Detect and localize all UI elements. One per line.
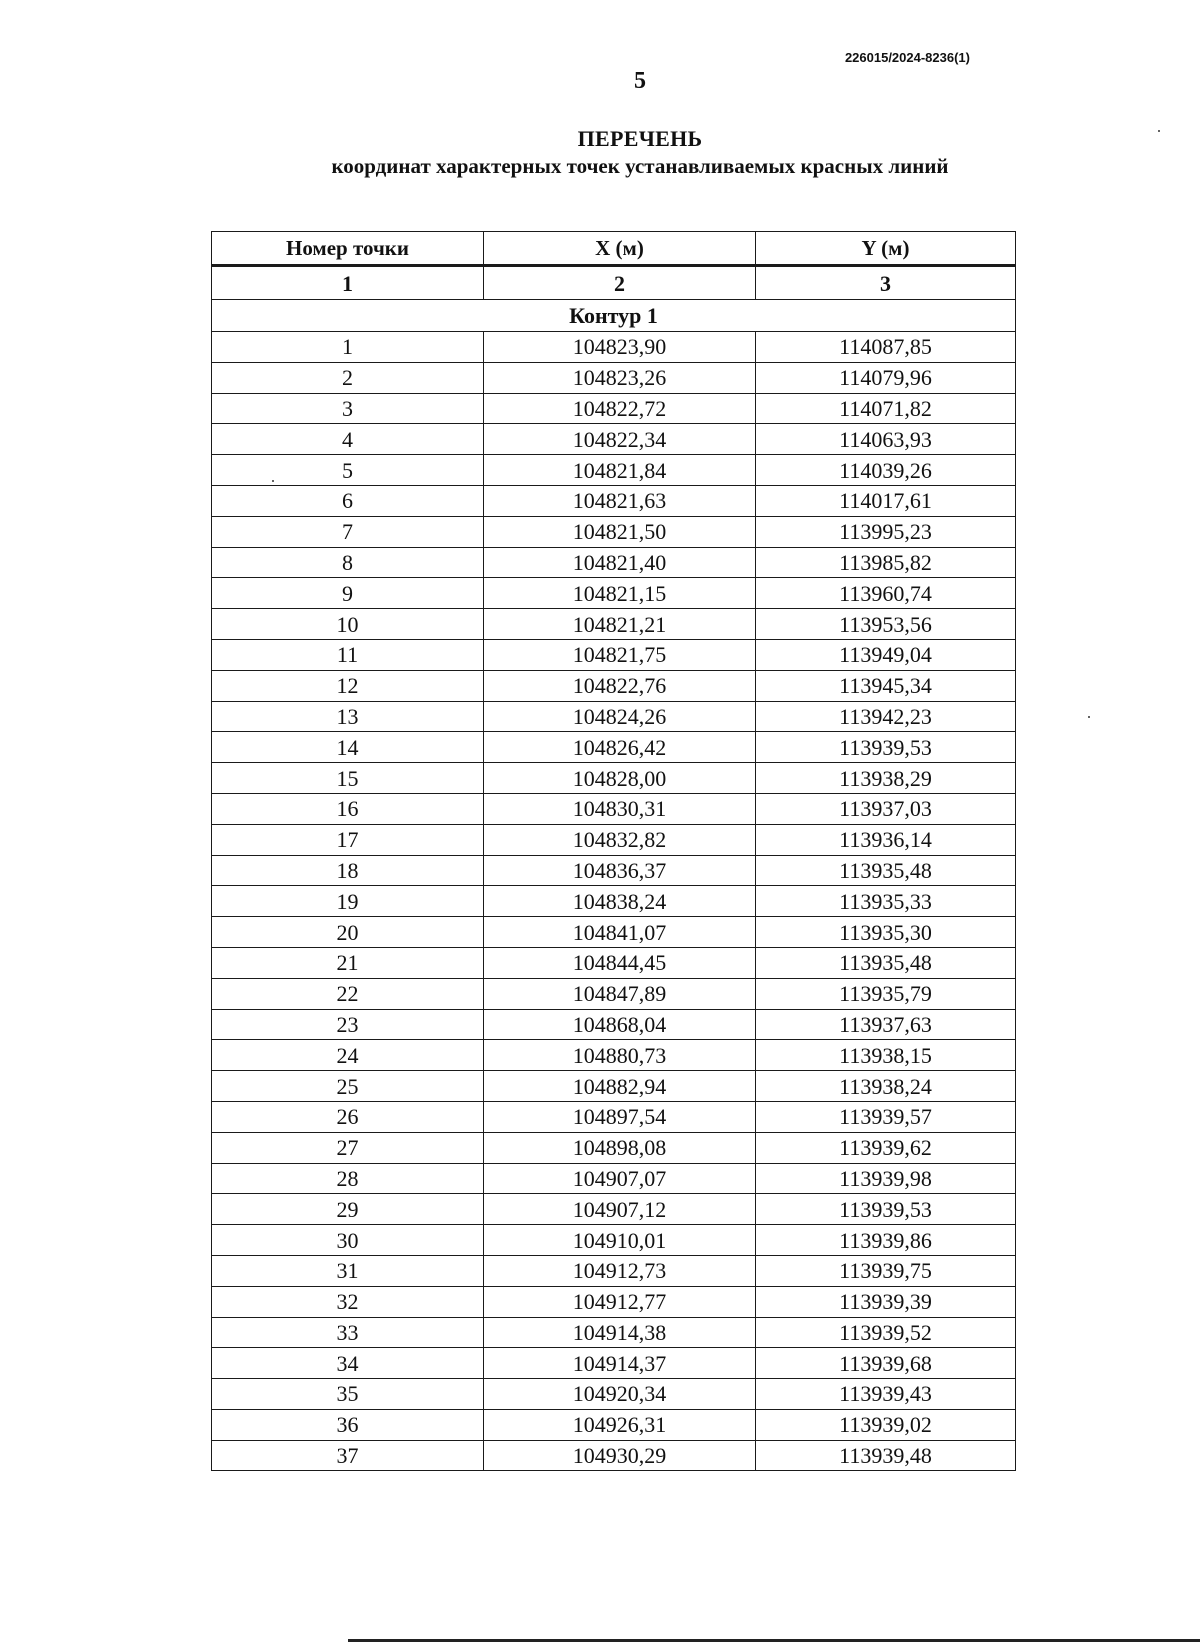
table-row [212,393,1016,424]
table-row [212,1225,1016,1256]
scan-speck [272,480,274,482]
y-coordinate-cell: 114071,82 [756,393,1016,424]
table-row [212,824,1016,855]
point-number-cell: 14 [212,732,484,763]
x-coordinate-cell: 104822,34 [484,424,756,455]
point-number-cell: 32 [212,1286,484,1317]
table-row [212,547,1016,578]
point-number-cell: 13 [212,701,484,732]
x-coordinate-cell: 104847,89 [484,978,756,1009]
document-title: ПЕРЕЧЕНЬ [577,126,703,151]
point-number-cell: 34 [212,1348,484,1379]
table-row [212,362,1016,393]
table-row [212,947,1016,978]
y-coordinate-cell: 114039,26 [756,455,1016,486]
point-number-cell: 7 [212,516,484,547]
table-row [212,1255,1016,1286]
y-coordinate-cell: 113938,29 [756,763,1016,794]
y-coordinate-cell: 113949,04 [756,639,1016,670]
column-header-y: Y (м) [756,232,1016,266]
point-number-cell: 30 [212,1225,484,1256]
point-number-cell: 15 [212,763,484,794]
x-coordinate-cell: 104826,42 [484,732,756,763]
point-number-cell: 5 [212,455,484,486]
table-row [212,578,1016,609]
y-coordinate-cell: 113935,33 [756,886,1016,917]
point-number-cell: 9 [212,578,484,609]
table-row [212,1440,1016,1471]
table-row [212,917,1016,948]
column-number: 1 [212,266,484,300]
x-coordinate-cell: 104930,29 [484,1440,756,1471]
y-coordinate-cell: 113937,63 [756,1009,1016,1040]
table-row [212,1286,1016,1317]
point-number-cell: 33 [212,1317,484,1348]
x-coordinate-cell: 104841,07 [484,917,756,948]
point-number-cell: 28 [212,1163,484,1194]
table-row [212,1132,1016,1163]
table-row [212,1317,1016,1348]
point-number-cell: 1 [212,332,484,363]
x-coordinate-cell: 104910,01 [484,1225,756,1256]
point-number-cell: 4 [212,424,484,455]
y-coordinate-cell: 113985,82 [756,547,1016,578]
column-number: 3 [756,266,1016,300]
y-coordinate-cell: 113953,56 [756,609,1016,640]
x-coordinate-cell: 104821,15 [484,578,756,609]
y-coordinate-cell: 113937,03 [756,793,1016,824]
x-coordinate-cell: 104832,82 [484,824,756,855]
x-coordinate-cell: 104907,12 [484,1194,756,1225]
x-coordinate-cell: 104912,73 [484,1255,756,1286]
x-coordinate-cell: 104844,45 [484,947,756,978]
column-header-x: X (м) [484,232,756,266]
point-number-cell: 25 [212,1071,484,1102]
point-number-cell: 26 [212,1101,484,1132]
point-number-cell: 29 [212,1194,484,1225]
x-coordinate-cell: 104898,08 [484,1132,756,1163]
point-number-cell: 31 [212,1255,484,1286]
point-number-cell: 18 [212,855,484,886]
table-row [212,763,1016,794]
y-coordinate-cell: 114079,96 [756,362,1016,393]
y-coordinate-cell: 113939,52 [756,1317,1016,1348]
y-coordinate-cell: 113939,53 [756,1194,1016,1225]
table-row [212,1009,1016,1040]
y-coordinate-cell: 113939,57 [756,1101,1016,1132]
table-row [212,1194,1016,1225]
contour-row [212,300,1016,332]
y-coordinate-cell: 113935,79 [756,978,1016,1009]
column-number: 2 [484,266,756,300]
x-coordinate-cell: 104821,63 [484,485,756,516]
y-coordinate-cell: 113935,30 [756,917,1016,948]
document-id: 226015/2024-8236(1) [844,50,970,65]
point-number-cell: 2 [212,362,484,393]
document-subtitle: координат характерных точек устанавливаемых красных линий [331,154,949,178]
table-row [212,886,1016,917]
table-row [212,1379,1016,1410]
x-coordinate-cell: 104821,21 [484,609,756,640]
y-coordinate-cell: 113939,62 [756,1132,1016,1163]
table-row [212,485,1016,516]
table-row [212,516,1016,547]
x-coordinate-cell: 104821,40 [484,547,756,578]
x-coordinate-cell: 104821,75 [484,639,756,670]
x-coordinate-cell: 104914,37 [484,1348,756,1379]
point-number-cell: 36 [212,1409,484,1440]
x-coordinate-cell: 104830,31 [484,793,756,824]
y-coordinate-cell: 113945,34 [756,670,1016,701]
y-coordinate-cell: 113939,86 [756,1225,1016,1256]
y-coordinate-cell: 113939,02 [756,1409,1016,1440]
table-row [212,793,1016,824]
x-coordinate-cell: 104828,00 [484,763,756,794]
x-coordinate-cell: 104823,90 [484,332,756,363]
point-number-cell: 19 [212,886,484,917]
table-row [212,701,1016,732]
table-row [212,639,1016,670]
y-coordinate-cell: 113939,75 [756,1255,1016,1286]
y-coordinate-cell: 113935,48 [756,947,1016,978]
x-coordinate-cell: 104882,94 [484,1071,756,1102]
y-coordinate-cell: 113939,98 [756,1163,1016,1194]
table-row [212,1101,1016,1132]
y-coordinate-cell: 114063,93 [756,424,1016,455]
coordinates-table [211,231,1016,1471]
table-row [212,332,1016,363]
table-row [212,1071,1016,1102]
x-coordinate-cell: 104823,26 [484,362,756,393]
y-coordinate-cell: 113938,15 [756,1040,1016,1071]
point-number-cell: 8 [212,547,484,578]
point-number-cell: 12 [212,670,484,701]
table-row [212,1163,1016,1194]
y-coordinate-cell: 113935,48 [756,855,1016,886]
table-row [212,670,1016,701]
x-coordinate-cell: 104907,07 [484,1163,756,1194]
x-coordinate-cell: 104821,84 [484,455,756,486]
table-header-row [212,232,1016,266]
table-row [212,855,1016,886]
table-row [212,1348,1016,1379]
point-number-cell: 11 [212,639,484,670]
table-row [212,732,1016,763]
column-header-point-number: Номер точки [212,232,484,266]
x-coordinate-cell: 104838,24 [484,886,756,917]
y-coordinate-cell: 114017,61 [756,485,1016,516]
x-coordinate-cell: 104822,72 [484,393,756,424]
scan-speck [1158,130,1160,132]
x-coordinate-cell: 104822,76 [484,670,756,701]
y-coordinate-cell: 113995,23 [756,516,1016,547]
point-number-cell: 16 [212,793,484,824]
point-number-cell: 22 [212,978,484,1009]
point-number-cell: 20 [212,917,484,948]
y-coordinate-cell: 113942,23 [756,701,1016,732]
contour-label: Контур 1 [212,300,1016,332]
y-coordinate-cell: 113939,39 [756,1286,1016,1317]
x-coordinate-cell: 104880,73 [484,1040,756,1071]
table-row [212,978,1016,1009]
x-coordinate-cell: 104836,37 [484,855,756,886]
y-coordinate-cell: 113939,43 [756,1379,1016,1410]
x-coordinate-cell: 104821,50 [484,516,756,547]
point-number-cell: 24 [212,1040,484,1071]
point-number-cell: 6 [212,485,484,516]
y-coordinate-cell: 113939,48 [756,1440,1016,1471]
y-coordinate-cell: 113936,14 [756,824,1016,855]
y-coordinate-cell: 113939,68 [756,1348,1016,1379]
x-coordinate-cell: 104868,04 [484,1009,756,1040]
y-coordinate-cell: 113939,53 [756,732,1016,763]
column-number-row [212,266,1016,300]
table-row [212,609,1016,640]
x-coordinate-cell: 104926,31 [484,1409,756,1440]
point-number-cell: 23 [212,1009,484,1040]
point-number-cell: 37 [212,1440,484,1471]
x-coordinate-cell: 104914,38 [484,1317,756,1348]
y-coordinate-cell: 113960,74 [756,578,1016,609]
table-row [212,1040,1016,1071]
y-coordinate-cell: 114087,85 [756,332,1016,363]
scan-speck [1088,716,1090,718]
table-row [212,424,1016,455]
y-coordinate-cell: 113938,24 [756,1071,1016,1102]
point-number-cell: 21 [212,947,484,978]
x-coordinate-cell: 104920,34 [484,1379,756,1410]
point-number-cell: 35 [212,1379,484,1410]
x-coordinate-cell: 104824,26 [484,701,756,732]
x-coordinate-cell: 104912,77 [484,1286,756,1317]
page-number: 5 [634,68,646,94]
point-number-cell: 17 [212,824,484,855]
table-row [212,455,1016,486]
point-number-cell: 3 [212,393,484,424]
point-number-cell: 10 [212,609,484,640]
point-number-cell: 27 [212,1132,484,1163]
table-row [212,1409,1016,1440]
x-coordinate-cell: 104897,54 [484,1101,756,1132]
